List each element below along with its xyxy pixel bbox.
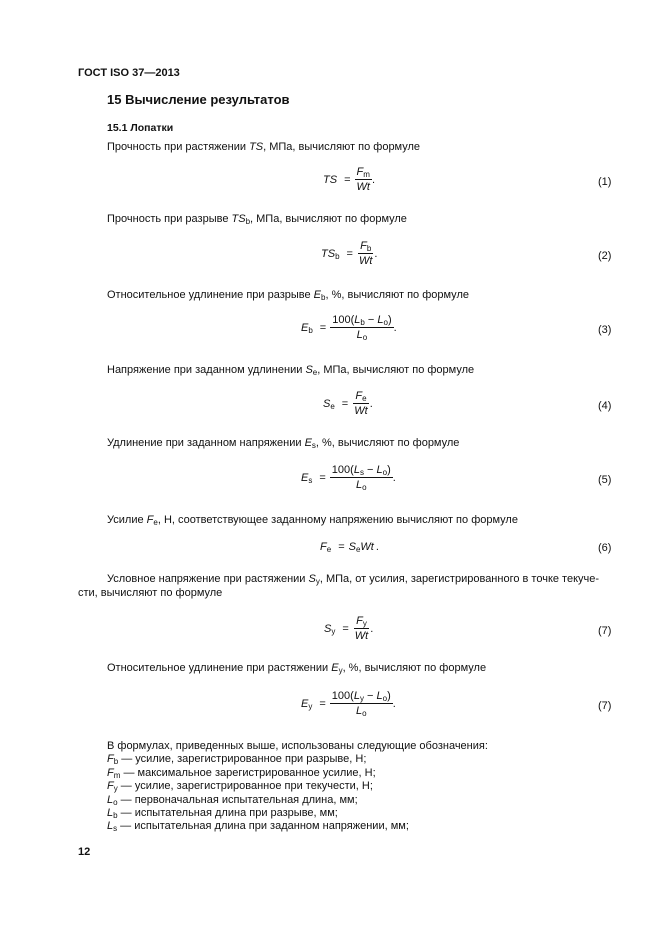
- paragraph-4: Напряжение при заданном удлинении $S_e$, МПа, вычисляют по формуле: [107, 364, 475, 377]
- formula-2: $TS_b$ = $\frac{F_b}{Wt}$ .: [321, 240, 378, 267]
- paragraph-6: Усилие $F_e$, Н, соответствующее заданному напряжению вычисляют по формуле: [107, 514, 518, 527]
- document-header: ГОСТ ISO 37—2013: [78, 67, 180, 79]
- paragraph-8: Относительное удлинение при растяжении $E_y$, %, вычисляют по формуле: [107, 662, 487, 675]
- legend-item: $L_o$ — первоначальная испытательная длина, мм;: [107, 793, 358, 807]
- subsection-title: 15.1 Лопатки: [107, 122, 174, 134]
- formula-number-3: (3): [598, 324, 612, 336]
- symbol-legend: [107, 740, 488, 834]
- paragraph-2: Прочность при разрыве $TS_b$, МПа, вычисляют по формуле: [107, 213, 407, 226]
- formula-number-5: (5): [598, 474, 612, 486]
- paragraph-1: Прочность при растяжении TS, МПа, вычисляют по формуле: [107, 141, 421, 153]
- formula-6: $F_e$ = $S_eWt$ .: [320, 541, 379, 554]
- paragraph-5: Удлинение при заданном напряжении $E_s$, %, вычисляют по формуле: [107, 437, 460, 450]
- paragraph-7-line-2: сти, вычисляют по формуле: [78, 587, 223, 599]
- formula-1: TS = $\frac{F_m}{Wt}$ .: [323, 166, 376, 193]
- legend-intro: В формулах, приведенных выше, использованы следующие обозначения:: [107, 740, 488, 752]
- formula-3: $E_b$ = $\frac{100(L_b - L_o)}{L_o}$ .: [301, 314, 397, 342]
- page-number: 12: [78, 846, 91, 858]
- paragraph-3: Относительное удлинение при разрыве $E_b$, %, вычисляют по формуле: [107, 289, 469, 302]
- formula-4: $S_e$ = $\frac{F_e}{Wt}$ .: [323, 390, 373, 417]
- legend-item: $F_m$ — максимальное зарегистрированное усилие, Н;: [107, 766, 376, 780]
- legend-item: $F_y$ — усилие, зарегистрированное при текучести, Н;: [107, 780, 373, 794]
- formula-number-7: (7): [598, 625, 612, 637]
- formula-number-1: (1): [598, 176, 612, 188]
- legend-item: $L_s$ — испытательная длина при заданном напряжении, мм;: [107, 820, 409, 834]
- formula-number-6: (6): [598, 542, 612, 554]
- paragraph-7: Условное напряжение при растяжении $S_y$, МПа, от усилия, зарегистрированного в точке текуче-: [107, 573, 600, 586]
- legend-item: $F_b$ — усилие, зарегистрированное при разрыве, Н;: [107, 753, 367, 767]
- legend-item: $L_b$ — испытательная длина при разрыве, мм;: [107, 807, 338, 821]
- formula-number-4: (4): [598, 400, 612, 412]
- formula-number-2: (2): [598, 250, 612, 262]
- section-title: 15 Вычисление результатов: [107, 92, 290, 107]
- formula-7: $S_y$ = $\frac{F_y}{Wt}$ .: [324, 615, 374, 642]
- formula-8: $E_y$ = $\frac{100(L_y - L_o)}{L_o}$ .: [301, 690, 396, 718]
- formula-number-8: (7): [598, 700, 612, 712]
- formula-5: $E_s$ = $\frac{100(L_s - L_o)}{L_o}$ .: [301, 464, 396, 492]
